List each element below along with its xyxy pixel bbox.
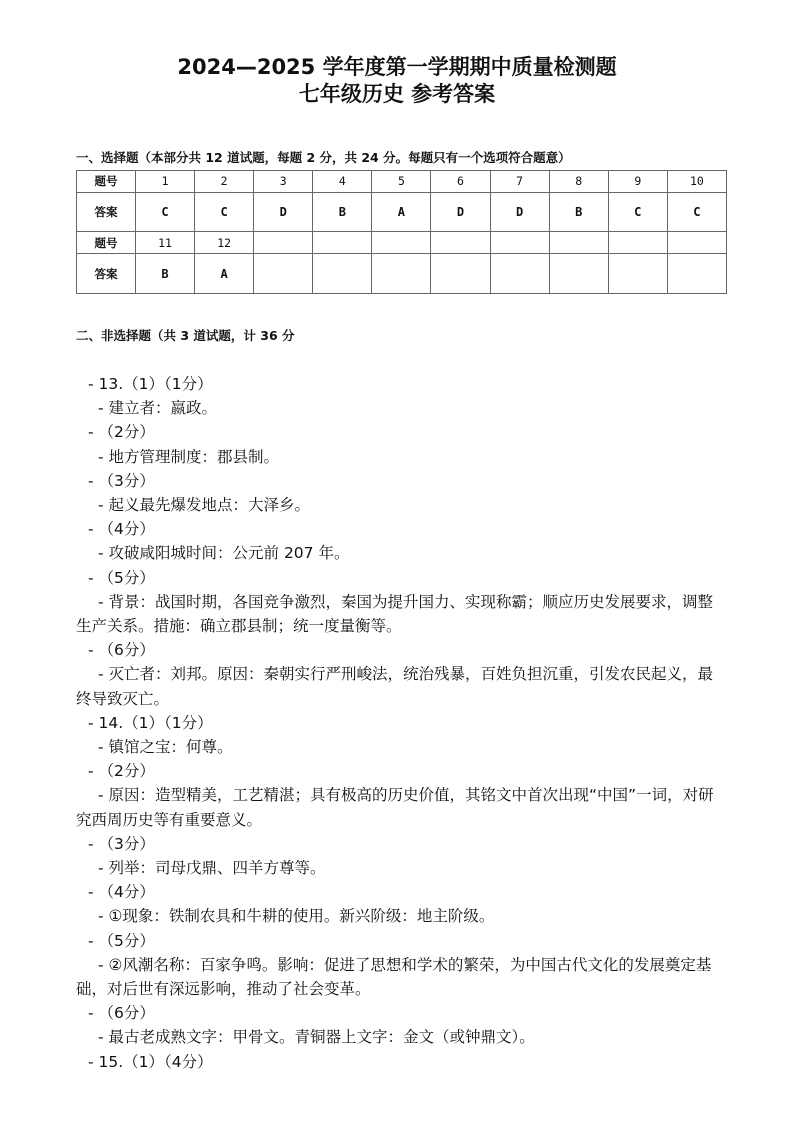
question-number-cell: 4 (313, 171, 372, 193)
question-number-cell: 9 (608, 171, 667, 193)
list-item: - （2分） (88, 423, 155, 442)
list-item: - （4分） (88, 520, 155, 539)
question-number-cell (549, 232, 608, 254)
list-item: - 最古老成熟文字：甲骨文。青铜器上文字：金文（或钟鼎文）。 (98, 1028, 535, 1047)
list-item: - ①现象：铁制农具和牛耕的使用。新兴阶级：地主阶级。 (98, 907, 495, 926)
question-number-cell: 8 (549, 171, 608, 193)
list-item: - （4分） (88, 883, 155, 902)
answer-cell (490, 254, 549, 294)
row-label-number: 题号 (77, 171, 136, 193)
table-row-numbers (77, 171, 727, 193)
list-item: - （2分） (88, 762, 155, 781)
list-item: - （6分） (88, 641, 155, 660)
question-number-cell (313, 232, 372, 254)
row-label-answer: 答案 (77, 254, 136, 294)
question-number-cell (490, 232, 549, 254)
answer-cell (431, 254, 490, 294)
question-number-cell: 11 (136, 232, 195, 254)
section1-heading: 一、选择题（本部分共 12 道试题，每题 2 分，共 24 分。每题只有一个选项符合题意） (76, 150, 571, 165)
list-item: - 列举：司母戊鼎、四羊方尊等。 (98, 859, 326, 878)
page-subtitle: 七年级历史 参考答案 (298, 82, 496, 106)
answer-cell: D (254, 192, 313, 232)
question-number-cell: 3 (254, 171, 313, 193)
answer-cell: D (490, 192, 549, 232)
row-label-answer: 答案 (77, 192, 136, 232)
answer-cell (254, 254, 313, 294)
list-item: - 镇馆之宝：何尊。 (98, 738, 233, 757)
question-number-cell (254, 232, 313, 254)
answer-cell (549, 254, 608, 294)
list-item: - 起义最先爆发地点：大泽乡。 (98, 496, 311, 515)
list-item: - 地方管理制度：郡县制。 (98, 447, 280, 466)
question-number-cell: 12 (195, 232, 254, 254)
page-title: 2024—2025 学年度第一学期期中质量检测题 (177, 55, 617, 79)
answer-cell (608, 254, 667, 294)
list-item: - 15.（1）（4分） (88, 1052, 213, 1071)
question-number-cell: 10 (667, 171, 726, 193)
list-item: - 攻破咸阳城时间：公元前 207 年。 (98, 544, 350, 563)
list-item: - 14.（1）（1分） (88, 713, 213, 732)
answer-table (76, 170, 727, 294)
answer-cell: C (195, 192, 254, 232)
answer-cell: C (608, 192, 667, 232)
question-number-cell (372, 232, 431, 254)
list-item: - （3分） (88, 471, 155, 490)
answer-cell: B (313, 192, 372, 232)
table-row-numbers (77, 232, 727, 254)
row-label-number: 题号 (77, 232, 136, 254)
list-item: - 建立者：嬴政。 (98, 399, 218, 418)
list-item: - （5分） (88, 931, 155, 950)
answer-cell: C (667, 192, 726, 232)
list-item: - 灭亡者：刘邦。原因：秦朝实行严刑峻法，统治残暴，百姓负担沉重，引发农民起义，最终导致灭亡。 (76, 665, 714, 708)
list-item: - 13.（1）（1分） (88, 375, 213, 393)
list-item: - （3分） (88, 834, 155, 853)
answer-cell: D (431, 192, 490, 232)
list-item: - 背景：战国时期，各国竞争激烈，秦国为提升国力、实现称霸；顺应历史发展要求，调整生产关系。措施：确立郡县制；统一度量衡等。 (76, 592, 714, 636)
list-item: - 原因：造型精美，工艺精湛；具有极高的历史价值，其铭文中首次出现“中国”一词，对研究西周历史等有重要意义。 (76, 786, 714, 829)
list-item: - （5分） (88, 568, 155, 587)
section2-heading: 二、非选择题（共 3 道试题，计 36 分 (76, 328, 295, 343)
table-row-answers (77, 254, 727, 294)
answer-cell: A (372, 192, 431, 232)
answer-cell: B (549, 192, 608, 232)
answer-cell (667, 254, 726, 294)
list-item: - ②风潮名称：百家争鸣。影响：促进了思想和学术的繁荣，为中国古代文化的发展奠定基础，对后世有深远影响，推动了社会变革。 (76, 955, 712, 999)
answer-cell (313, 254, 372, 294)
question-number-cell (431, 232, 490, 254)
answer-cell: C (136, 192, 195, 232)
question-number-cell: 1 (136, 171, 195, 193)
answer-cell: A (195, 254, 254, 294)
answer-cell (372, 254, 431, 294)
question-number-cell: 6 (431, 171, 490, 193)
table-row-answers (77, 192, 727, 232)
question-number-cell: 7 (490, 171, 549, 193)
list-item: - （6分） (88, 1004, 155, 1023)
question-number-cell (667, 232, 726, 254)
answer-cell: B (136, 254, 195, 294)
question-number-cell: 5 (372, 171, 431, 193)
answer-items (76, 372, 716, 1074)
question-number-cell: 2 (195, 171, 254, 193)
question-number-cell (608, 232, 667, 254)
